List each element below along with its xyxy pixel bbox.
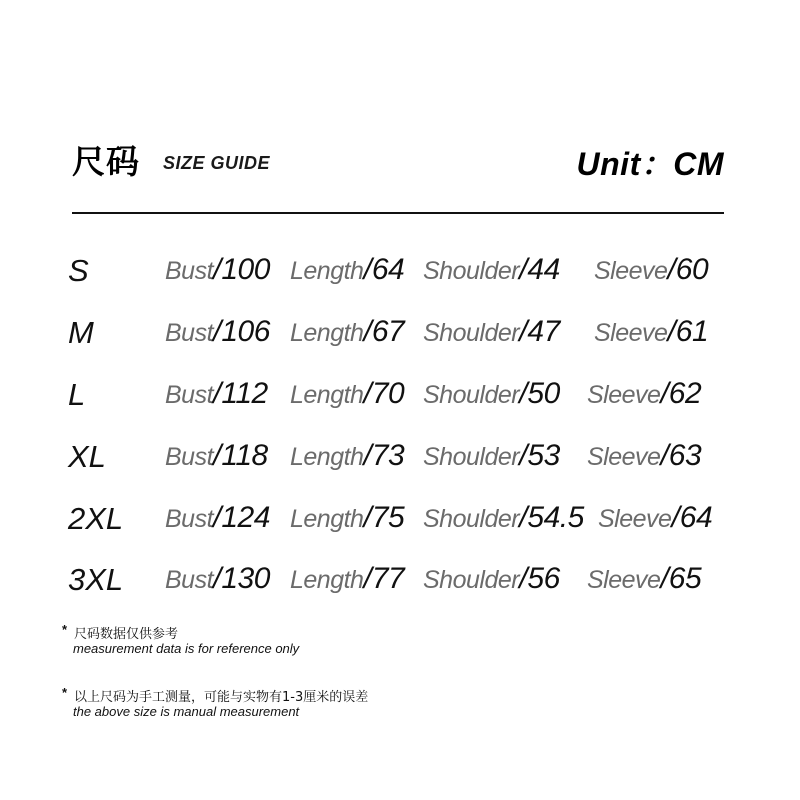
length-label: Length: [290, 566, 364, 594]
bust-cell: [165, 253, 270, 287]
length-value: 77: [371, 562, 405, 595]
length-cell: [290, 562, 404, 596]
length-cell: [290, 253, 404, 287]
sleeve-cell: [587, 377, 701, 411]
note-star: *: [62, 622, 68, 637]
shoulder-label: Shoulder: [423, 505, 520, 533]
separator-slash: /: [519, 501, 528, 534]
size-label: S: [68, 253, 89, 288]
title-english: SIZE GUIDE: [163, 153, 271, 173]
bust-label: Bust: [165, 381, 214, 409]
shoulder-value: 56: [527, 562, 560, 595]
sleeve-cell: [598, 501, 712, 535]
shoulder-cell: [423, 377, 560, 411]
bust-label: Bust: [165, 319, 214, 347]
sleeve-cell: [594, 315, 708, 349]
shoulder-cell: [423, 501, 584, 535]
bust-cell: [165, 501, 270, 535]
bust-label: Bust: [165, 443, 214, 471]
sleeve-label: Sleeve: [594, 257, 668, 285]
sleeve-value: 60: [675, 253, 709, 286]
sleeve-value: 63: [668, 439, 702, 472]
separator-slash: /: [667, 253, 676, 286]
size-label: L: [68, 377, 86, 412]
length-value: 73: [371, 439, 405, 472]
separator-slash: /: [519, 253, 528, 286]
separator-slash: /: [213, 439, 222, 472]
bust-value: 118: [221, 439, 268, 472]
shoulder-value: 44: [527, 253, 560, 286]
sleeve-cell: [587, 562, 701, 596]
note-text-en: measurement data is for reference only: [73, 641, 300, 656]
bust-cell: [165, 439, 268, 473]
length-label: Length: [290, 381, 364, 409]
length-cell: [290, 377, 404, 411]
title-chinese: 尺码: [72, 142, 140, 181]
length-value: 67: [371, 315, 405, 348]
separator-slash: /: [519, 562, 528, 595]
shoulder-label: Shoulder: [423, 381, 520, 409]
length-cell: [290, 439, 404, 473]
size-label: XL: [68, 439, 106, 474]
shoulder-value: 54.5: [527, 501, 584, 534]
shoulder-label: Shoulder: [423, 566, 520, 594]
table-row: [0, 562, 800, 602]
separator-slash: /: [660, 377, 669, 410]
shoulder-cell: [423, 315, 560, 349]
length-label: Length: [290, 505, 364, 533]
note-text-cn: 以上尺码为手工测量，可能与实物有1-3厘米的误差: [74, 690, 369, 705]
sleeve-cell: [594, 253, 708, 287]
sleeve-value: 65: [668, 562, 702, 595]
separator-slash: /: [363, 562, 372, 595]
note-text-en: the above size is manual measurement: [73, 704, 300, 719]
sleeve-label: Sleeve: [587, 381, 661, 409]
bust-value: 130: [221, 562, 270, 595]
length-cell: [290, 501, 404, 535]
table-row: [0, 501, 800, 541]
bust-label: Bust: [165, 505, 214, 533]
separator-slash: /: [363, 253, 372, 286]
table-row: [0, 377, 800, 417]
shoulder-cell: [423, 253, 560, 287]
length-value: 75: [371, 501, 405, 534]
bust-label: Bust: [165, 566, 214, 594]
separator-slash: /: [213, 501, 222, 534]
separator-slash: /: [519, 315, 528, 348]
bust-value: 124: [221, 501, 270, 534]
sleeve-label: Sleeve: [598, 505, 672, 533]
shoulder-cell: [423, 439, 560, 473]
bust-value: 100: [221, 253, 270, 286]
note-star: *: [62, 685, 68, 700]
sleeve-value: 64: [679, 501, 713, 534]
bust-value: 112: [221, 377, 268, 410]
table-row: [0, 315, 800, 355]
bust-cell: [165, 562, 270, 596]
separator-slash: /: [519, 439, 528, 472]
length-label: Length: [290, 443, 364, 471]
shoulder-cell: [423, 562, 560, 596]
table-row: [0, 253, 800, 293]
bust-value: 106: [221, 315, 270, 348]
note-text-cn: 尺码数据仅供参考: [74, 627, 179, 642]
unit-label: Unit：CM: [576, 146, 724, 182]
shoulder-value: 53: [527, 439, 560, 472]
separator-slash: /: [363, 315, 372, 348]
length-label: Length: [290, 319, 364, 347]
length-cell: [290, 315, 404, 349]
sleeve-label: Sleeve: [587, 566, 661, 594]
sleeve-label: Sleeve: [587, 443, 661, 471]
shoulder-value: 47: [527, 315, 560, 348]
shoulder-label: Shoulder: [423, 257, 520, 285]
length-value: 70: [371, 377, 405, 410]
bust-label: Bust: [165, 257, 214, 285]
sleeve-value: 61: [675, 315, 709, 348]
sleeve-label: Sleeve: [594, 319, 668, 347]
sleeve-cell: [587, 439, 701, 473]
sleeve-value: 62: [668, 377, 702, 410]
shoulder-label: Shoulder: [423, 443, 520, 471]
header-divider: [72, 212, 724, 214]
separator-slash: /: [363, 377, 372, 410]
separator-slash: /: [213, 253, 222, 286]
shoulder-label: Shoulder: [423, 319, 520, 347]
size-label: 2XL: [68, 501, 124, 536]
bust-cell: [165, 315, 270, 349]
separator-slash: /: [667, 315, 676, 348]
separator-slash: /: [213, 562, 222, 595]
separator-slash: /: [519, 377, 528, 410]
shoulder-value: 50: [527, 377, 560, 410]
separator-slash: /: [363, 439, 372, 472]
separator-slash: /: [363, 501, 372, 534]
separator-slash: /: [660, 439, 669, 472]
bust-cell: [165, 377, 268, 411]
separator-slash: /: [660, 562, 669, 595]
length-label: Length: [290, 257, 364, 285]
separator-slash: /: [213, 377, 222, 410]
size-label: 3XL: [68, 562, 124, 597]
size-label: M: [68, 315, 94, 350]
separator-slash: /: [671, 501, 680, 534]
length-value: 64: [371, 253, 405, 286]
separator-slash: /: [213, 315, 222, 348]
table-row: [0, 439, 800, 479]
